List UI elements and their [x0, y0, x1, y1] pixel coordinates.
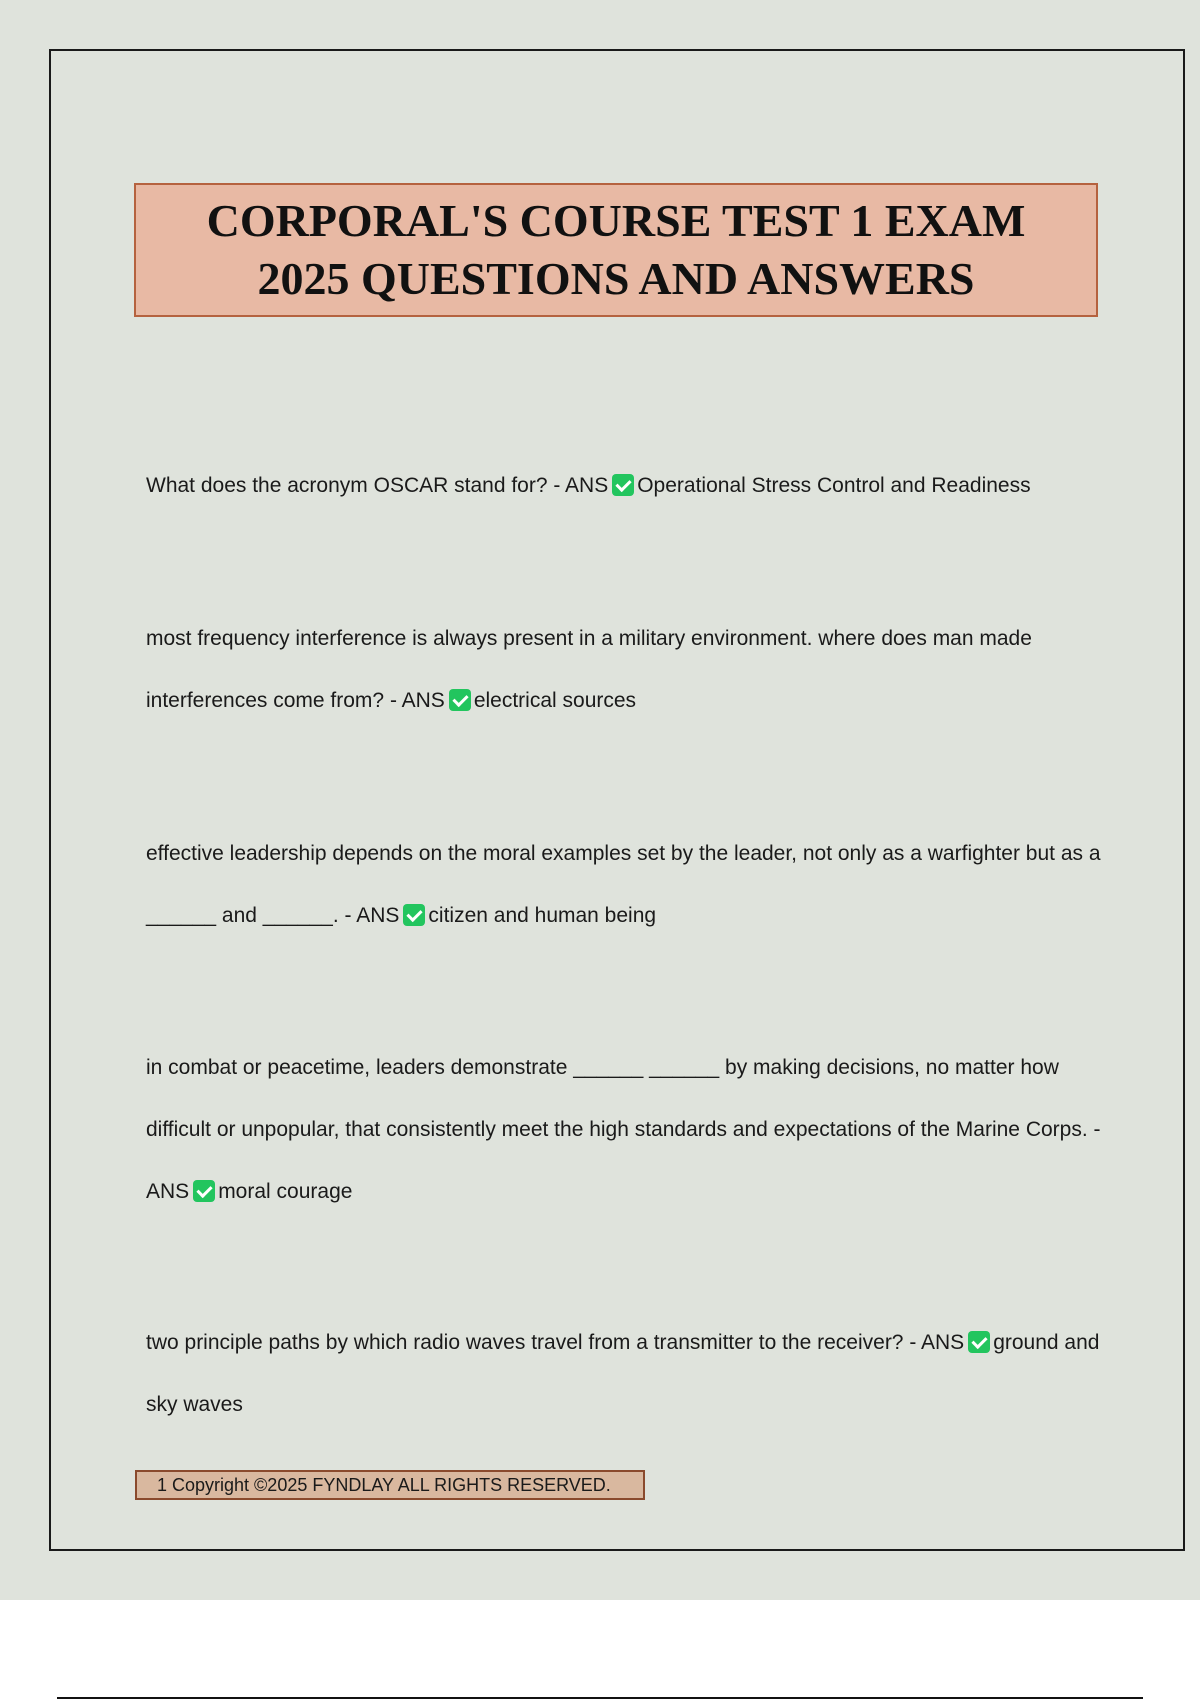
green-check-icon [449, 689, 471, 711]
qa-item-3 [146, 823, 1106, 947]
answer-text: electrical sources [473, 689, 637, 712]
question-text: What does the acronym OSCAR stand for? [146, 474, 548, 497]
question-text: in combat or peacetime, leaders demonstrate ______ ______ by making decisions, no matter how difficult or unpopular, that consistently meet the high standards and expectations of the Marine Corps. [146, 1056, 1088, 1141]
answer-marker: - ANS [344, 904, 400, 927]
title-line-2: 2025 QUESTIONS AND ANSWERS [257, 253, 975, 304]
answer-text: citizen and human being [428, 904, 657, 927]
qa-item-1 [146, 455, 1106, 517]
green-check-icon [403, 904, 425, 926]
bottom-divider [57, 1697, 1143, 1699]
question-text: two principle paths by which radio waves travel from a transmitter to the receiver? [146, 1331, 904, 1354]
qa-item-5 [146, 1312, 1106, 1436]
qa-item-2 [146, 608, 1106, 732]
question-text: effective leadership depends on the moral examples set by the leader, not only as a warfighter but as a ______ and ______. [146, 842, 1101, 927]
answer-marker: - ANS [146, 1118, 1101, 1203]
title-line-1: CORPORAL'S COURSE TEST 1 EXAM [206, 195, 1026, 246]
question-text: most frequency interference is always present in a military environment. where does man made interferences come from? [146, 627, 1032, 712]
copyright-footer: 1 Copyright ©2025 FYNDLAY ALL RIGHTS RESERVED. [135, 1470, 645, 1500]
answer-text: moral courage [218, 1180, 353, 1203]
qa-item-4 [146, 1037, 1106, 1223]
answer-marker: - ANS [553, 474, 609, 497]
green-check-icon [193, 1180, 215, 1202]
title-banner [134, 183, 1098, 317]
green-check-icon [968, 1331, 990, 1353]
answer-marker: - ANS [909, 1331, 965, 1354]
answer-marker: - ANS [389, 689, 445, 712]
green-check-icon [612, 474, 634, 496]
answer-text: Operational Stress Control and Readiness [637, 474, 1031, 497]
answer-text: ground and sky waves [146, 1331, 1100, 1416]
